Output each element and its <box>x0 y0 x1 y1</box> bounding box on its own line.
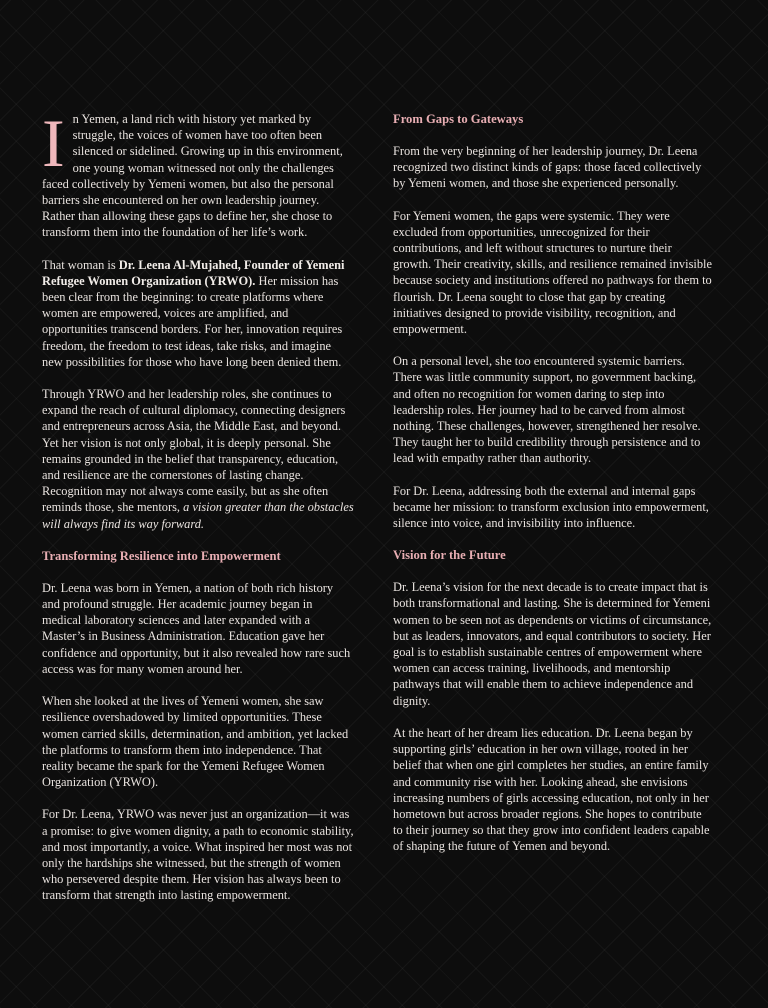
yrwo-paragraph <box>42 386 354 532</box>
founder-name: Dr. Leena Al-Mujahed, Founder of Yemeni Refugee Women Organization (YRWO). <box>42 257 345 288</box>
drop-cap: I <box>42 105 65 181</box>
spark-paragraph: When she looked at the lives of Yemeni women, she saw resilience overshadowed by limited opportunities. These women carried skills, determination, and ambition, yet lacked the platforms to transform them into independence. That reality became the spark for the Yemeni Refugee Women Organization (YRWO). <box>42 694 349 790</box>
gaps-intro-paragraph: From the very beginning of her leadership journey, Dr. Leena recognized two distinct kinds of gaps: those faced collectively by Yemeni women, and those she experienced personally. <box>393 144 702 191</box>
personal-barriers-paragraph: On a personal level, she too encountered systemic barriers. There was little community support, no government backing, and often no recognition for women daring to step into leadership roles. Her journey had to be carved from almost nothing. These challenges, however, strengthened her resolve. They taught her to build credibility through persistence and to lead with empathy rather than authority. <box>393 354 701 466</box>
heading-vision-future: Vision for the Future <box>393 548 506 563</box>
heading-gaps-to-gateways: From Gaps to Gateways <box>393 112 524 126</box>
founder-lead: That woman is <box>42 257 119 272</box>
heading-transforming-resilience: Transforming Resilience into Empowerment <box>42 548 281 563</box>
background-paragraph: Dr. Leena was born in Yemen, a nation of both rich history and profound struggle. Her academic journey began in medical laboratory sciences and later expanded with a Master’s in Business Administration. Education gave her confidence and opportunity, but it also revealed how rare such access was for many women around her. <box>42 580 351 676</box>
yrwo-text: Through YRWO and her leadership roles, she continues to expand the reach of cultural diplomacy, connecting designers and entrepreneurs across Asia, the Middle East, and beyond. Yet her vision is not only global, it is deeply personal. She remains grounded in the belief that transparency, education, and resilience are the cornerstones of lasting change. Recognition may not always come easily, but as she often reminds those, she mentors, <box>42 387 346 515</box>
promise-paragraph: For Dr. Leena, YRWO was never just an organization—it was a promise: to give women dignity, a path to economic stability, and most importantly, a voice. What inspired her most was not only the hardships she witnessed, but the strength of women who persevered despite them. Her vision has always been to transform that strength into lasting empowerment. <box>42 807 354 903</box>
intro-paragraph <box>42 105 354 241</box>
decade-vision-paragraph: Dr. Leena’s vision for the next decade is to create impact that is both transformational and lasting. She is determined for Yemeni women to be seen not as dependents or victims of circumstance, but as leaders, innovators, and equal contributors to society. Her goal is to establish sustainable centres of empowerment where women can access training, livelihoods, and mentorship pathways that will enable them to achieve independence and dignity. <box>393 580 712 708</box>
systemic-gaps-paragraph: For Yemeni women, the gaps were systemic. They were excluded from opportunities, unrecognized for their contributions, and left without structures to nurture their growth. Their creativity, skills, and resilience remained invisible because society and institutions offered no pathways for them to flourish. Dr. Leena sought to close that gap by creating initiatives designed to provide visibility, recognition, and empowerment. <box>393 208 712 337</box>
education-paragraph: At the heart of her dream lies education. Dr. Leena began by supporting girls’ education in her own village, rooted in her belief that when one girl completes her studies, an entire family and community rise with her. Looking ahead, she envisions increasing numbers of girls accessing education, not only in her hometown but across broader regions. She hopes to contribute to their journey so that they grow into confident leaders capable of shaping the future of Yemen and beyond. <box>393 725 710 854</box>
right-column <box>393 111 713 871</box>
vision-quote: a vision greater than the obstacles will always find its way forward. <box>42 500 354 531</box>
founder-rest: Her mission has been clear from the beginning: to create platforms where women are empowered, voices are amplified, and opportunities transcend borders. For her, innovation requires freedom, the freedom to test ideas, take risks, and imagine new possibilities for those who have long been denied them. <box>42 273 343 369</box>
mission-paragraph: For Dr. Leena, addressing both the external and internal gaps became her mission: to transform exclusion into empowerment, silence into voice, and invisibility into influence. <box>393 483 709 531</box>
intro-text: n Yemen, a land rich with history yet marked by struggle, the voices of women have too often been silenced or sidelined. Growing up in this environment, one young woman witnessed not only the challenges faced collectively by Yemeni women, but also the personal barriers she encountered on her own leadership journey. Rather than allowing these gaps to define her, she chose to transform them into the foundation of her life’s work. <box>42 112 343 240</box>
founder-paragraph <box>42 257 354 370</box>
left-column <box>42 105 354 920</box>
